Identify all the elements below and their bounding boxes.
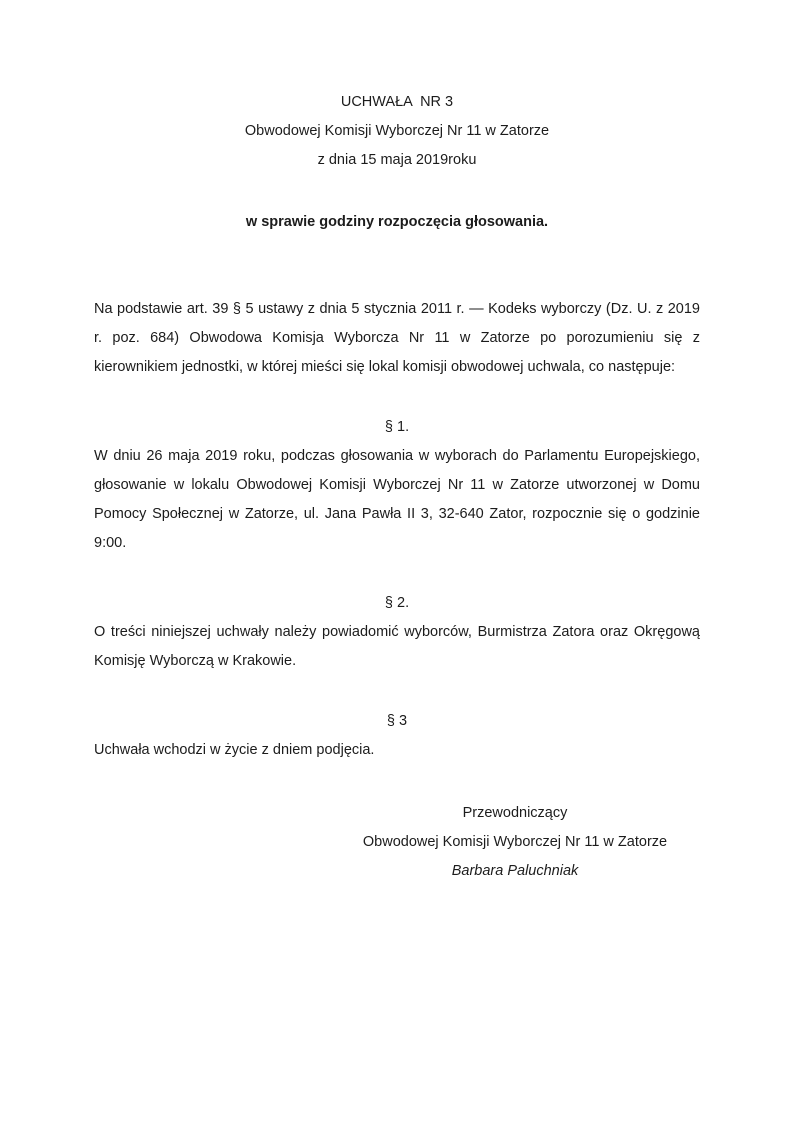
- preamble-paragraph: Na podstawie art. 39 § 5 ustawy z dnia 5 stycznia 2011 r. — Kodeks wyborczy (Dz. U. z 2019 r. poz. 684) Obwodowa Komisja Wyborcza Nr 11 w Zatorze po porozumieniu się z kierownikiem jednostki, w której mieści się lokal komisji obwodowej uchwala, co następuje:: [94, 301, 700, 375]
- document-subject: w sprawie godziny rozpoczęcia głosowania.: [245, 214, 549, 230]
- section-3-body: Uchwała wchodzi w życie z dniem podjęcia.: [94, 742, 375, 758]
- signature-block: [330, 799, 700, 886]
- section-3-heading: § 3: [386, 713, 408, 729]
- signature-organization: Obwodowej Komisji Wyborczej Nr 11 w Zatorze: [362, 834, 668, 850]
- section-2-heading: § 2.: [384, 595, 410, 611]
- document-title-issuer: Obwodowej Komisji Wyborczej Nr 11 w Zatorze: [244, 123, 550, 139]
- section-2-body: O treści niniejszej uchwały należy powiadomić wyborców, Burmistrza Zatora oraz Okręgową Komisję Wyborczą w Krakowie.: [94, 624, 700, 669]
- document-title: UCHWAŁA NR 3: [340, 94, 454, 110]
- document-title-date: z dnia 15 maja 2019roku: [317, 152, 477, 168]
- signature-role: Przewodniczący: [462, 805, 568, 821]
- section-1-body: W dniu 26 maja 2019 roku, podczas głosowania w wyborach do Parlamentu Europejskiego, głosowanie w lokalu Obwodowej Komisji Wyborczej Nr 11 w Zatorze utworzonej w Domu Pomocy Społecznej w Zatorze, ul. Jana Pawła II 3, 32-640 Zator, rozpocznie się o godzinie 9:00.: [94, 448, 700, 551]
- signature-name: Barbara Paluchniak: [451, 863, 579, 879]
- section-1-heading: § 1.: [384, 419, 410, 435]
